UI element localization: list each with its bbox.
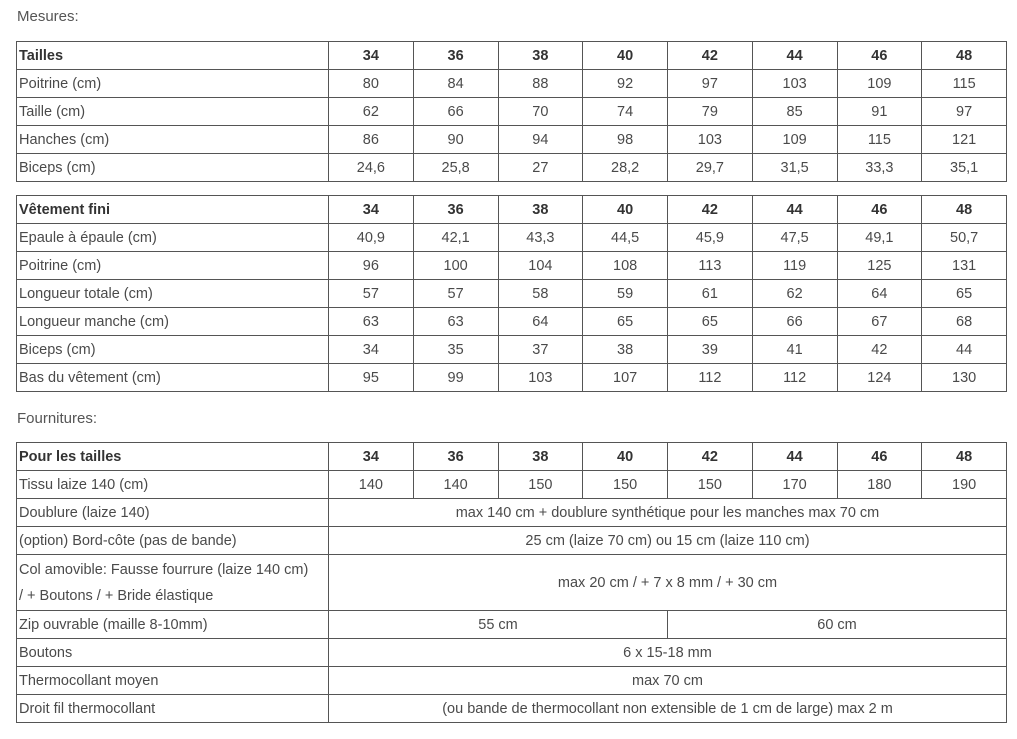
row-label: Tissu laize 140 (cm)	[17, 471, 329, 499]
header-cell: 46	[837, 42, 922, 70]
table-cell: 63	[329, 308, 414, 336]
table-cell: 180	[837, 471, 922, 499]
table-cell: 88	[498, 70, 583, 98]
header-cell: 40	[583, 42, 668, 70]
col-row	[17, 555, 1007, 611]
table-cell: 37	[498, 336, 583, 364]
table-cell: 170	[752, 471, 837, 499]
thermo-row	[17, 667, 1007, 695]
table-cell: 150	[498, 471, 583, 499]
header-cell: 42	[668, 42, 753, 70]
vetement-body	[17, 196, 1007, 392]
table-cell: 112	[668, 364, 753, 392]
table-cell: 103	[752, 70, 837, 98]
table-cell: 115	[837, 126, 922, 154]
table-cell: 62	[752, 280, 837, 308]
table-cell: 57	[329, 280, 414, 308]
row-label: Longueur totale (cm)	[17, 280, 329, 308]
table-cell: 103	[668, 126, 753, 154]
table-cell: 44,5	[583, 224, 668, 252]
header-cell: 48	[922, 42, 1007, 70]
table-cell: 112	[752, 364, 837, 392]
table-cell: 41	[752, 336, 837, 364]
table-cell: 45,9	[668, 224, 753, 252]
table-cell: 49,1	[837, 224, 922, 252]
table-cell: 31,5	[752, 154, 837, 182]
table-cell: 70	[498, 98, 583, 126]
table-row	[17, 336, 1007, 364]
table-cell: 85	[752, 98, 837, 126]
table-cell: 65	[922, 280, 1007, 308]
table-cell: 150	[668, 471, 753, 499]
table-cell: 42,1	[413, 224, 498, 252]
header-cell: 48	[922, 443, 1007, 471]
header-cell: Vêtement fini	[17, 196, 329, 224]
table-cell: 33,3	[837, 154, 922, 182]
row-label: Zip ouvrable (maille 8-10mm)	[17, 611, 329, 639]
header-cell: 36	[413, 196, 498, 224]
table-cell: 96	[329, 252, 414, 280]
table-cell: 47,5	[752, 224, 837, 252]
table-cell: 66	[752, 308, 837, 336]
table-cell: 90	[413, 126, 498, 154]
table-cell: 27	[498, 154, 583, 182]
table-cell: 29,7	[668, 154, 753, 182]
thermo-value: max 70 cm	[329, 667, 1007, 695]
table-row	[17, 308, 1007, 336]
boutons-value: 6 x 15-18 mm	[329, 639, 1007, 667]
row-label: (option) Bord-côte (pas de bande)	[17, 527, 329, 555]
boutons-row	[17, 639, 1007, 667]
header-cell: 34	[329, 196, 414, 224]
table-cell: 109	[752, 126, 837, 154]
table-cell: 38	[583, 336, 668, 364]
header-cell: 48	[922, 196, 1007, 224]
table-cell: 58	[498, 280, 583, 308]
table-cell: 79	[668, 98, 753, 126]
table-cell: 62	[329, 98, 414, 126]
table-cell: 84	[413, 70, 498, 98]
zip-value-left: 55 cm	[329, 611, 668, 639]
table-row	[17, 154, 1007, 182]
table-cell: 66	[413, 98, 498, 126]
table-cell: 65	[583, 308, 668, 336]
header-cell: 46	[837, 196, 922, 224]
col-value: max 20 cm / + 7 x 8 mm / + 30 cm	[329, 555, 1007, 611]
table-cell: 65	[668, 308, 753, 336]
col-label-line2: / + Boutons / + Bride élastique	[19, 587, 214, 604]
table-row	[17, 224, 1007, 252]
table-cell: 130	[922, 364, 1007, 392]
table-cell: 103	[498, 364, 583, 392]
table-cell: 61	[668, 280, 753, 308]
table-cell: 64	[837, 280, 922, 308]
header-cell: 36	[413, 42, 498, 70]
doublure-row	[17, 499, 1007, 527]
table-cell: 86	[329, 126, 414, 154]
vetement-table	[16, 195, 1007, 392]
row-label: Longueur manche (cm)	[17, 308, 329, 336]
tailles-body	[17, 42, 1007, 182]
header-cell: 38	[498, 196, 583, 224]
table-cell: 50,7	[922, 224, 1007, 252]
bordcote-row	[17, 527, 1007, 555]
tailles-header-row	[17, 42, 1007, 70]
row-label: Doublure (laize 140)	[17, 499, 329, 527]
header-cell: Pour les tailles	[17, 443, 329, 471]
table-cell: 119	[752, 252, 837, 280]
header-cell: 44	[752, 443, 837, 471]
table-cell: 28,2	[583, 154, 668, 182]
tissu-row	[17, 471, 1007, 499]
table-cell: 42	[837, 336, 922, 364]
table-cell: 67	[837, 308, 922, 336]
table-cell: 59	[583, 280, 668, 308]
table-cell: 34	[329, 336, 414, 364]
table-cell: 97	[668, 70, 753, 98]
table-cell: 44	[922, 336, 1007, 364]
fournitures-body	[17, 443, 1007, 723]
vetement-header-row	[17, 196, 1007, 224]
table-cell: 80	[329, 70, 414, 98]
zip-row	[17, 611, 1007, 639]
table-row	[17, 280, 1007, 308]
table-cell: 108	[583, 252, 668, 280]
header-cell: 40	[583, 196, 668, 224]
table-cell: 190	[922, 471, 1007, 499]
table-cell: 91	[837, 98, 922, 126]
table-cell: 140	[329, 471, 414, 499]
header-cell: 38	[498, 42, 583, 70]
tailles-table	[16, 41, 1007, 182]
table-cell: 113	[668, 252, 753, 280]
table-cell: 35,1	[922, 154, 1007, 182]
table-cell: 121	[922, 126, 1007, 154]
row-label: Biceps (cm)	[17, 154, 329, 182]
table-cell: 95	[329, 364, 414, 392]
header-cell: 42	[668, 196, 753, 224]
table-cell: 74	[583, 98, 668, 126]
table-cell: 68	[922, 308, 1007, 336]
table-cell: 100	[413, 252, 498, 280]
row-label: Poitrine (cm)	[17, 70, 329, 98]
fournitures-label: Fournitures:	[17, 410, 98, 427]
table-cell: 140	[413, 471, 498, 499]
table-row	[17, 364, 1007, 392]
table-cell: 125	[837, 252, 922, 280]
header-cell: 44	[752, 42, 837, 70]
table-row	[17, 126, 1007, 154]
table-cell: 43,3	[498, 224, 583, 252]
table-cell: 39	[668, 336, 753, 364]
table-cell: 97	[922, 98, 1007, 126]
table-row	[17, 70, 1007, 98]
table-cell: 131	[922, 252, 1007, 280]
table-cell: 40,9	[329, 224, 414, 252]
row-label: Bas du vêtement (cm)	[17, 364, 329, 392]
doublure-value: max 140 cm + doublure synthétique pour les manches max 70 cm	[329, 499, 1007, 527]
row-label: Hanches (cm)	[17, 126, 329, 154]
table-row	[17, 98, 1007, 126]
mesures-label: Mesures:	[17, 8, 79, 25]
header-cell: 40	[583, 443, 668, 471]
header-cell: 36	[413, 443, 498, 471]
table-cell: 124	[837, 364, 922, 392]
table-row	[17, 252, 1007, 280]
bordcote-value: 25 cm (laize 70 cm) ou 15 cm (laize 110 cm)	[329, 527, 1007, 555]
table-cell: 57	[413, 280, 498, 308]
table-cell: 99	[413, 364, 498, 392]
table-cell: 104	[498, 252, 583, 280]
row-label: Thermocollant moyen	[17, 667, 329, 695]
table-cell: 109	[837, 70, 922, 98]
table-cell: 92	[583, 70, 668, 98]
table-cell: 24,6	[329, 154, 414, 182]
table-cell: 98	[583, 126, 668, 154]
header-cell: Tailles	[17, 42, 329, 70]
droitfil-value: (ou bande de thermocollant non extensible de 1 cm de large) max 2 m	[329, 695, 1007, 723]
header-cell: 44	[752, 196, 837, 224]
table-cell: 63	[413, 308, 498, 336]
header-cell: 34	[329, 443, 414, 471]
table-cell: 115	[922, 70, 1007, 98]
fournitures-header-row	[17, 443, 1007, 471]
header-cell: 46	[837, 443, 922, 471]
droitfil-row	[17, 695, 1007, 723]
table-cell: 94	[498, 126, 583, 154]
table-cell: 150	[583, 471, 668, 499]
header-cell: 34	[329, 42, 414, 70]
zip-value-right: 60 cm	[668, 611, 1007, 639]
header-cell: 38	[498, 443, 583, 471]
row-label: Biceps (cm)	[17, 336, 329, 364]
table-cell: 64	[498, 308, 583, 336]
row-label: Poitrine (cm)	[17, 252, 329, 280]
fournitures-table	[16, 442, 1007, 723]
col-label-line1: Col amovible: Fausse fourrure (laize 140 cm)	[19, 561, 309, 578]
table-cell: 107	[583, 364, 668, 392]
row-label: Epaule à épaule (cm)	[17, 224, 329, 252]
table-cell: 25,8	[413, 154, 498, 182]
row-label	[17, 555, 329, 611]
table-cell: 35	[413, 336, 498, 364]
row-label: Droit fil thermocollant	[17, 695, 329, 723]
header-cell: 42	[668, 443, 753, 471]
row-label: Boutons	[17, 639, 329, 667]
row-label: Taille (cm)	[17, 98, 329, 126]
